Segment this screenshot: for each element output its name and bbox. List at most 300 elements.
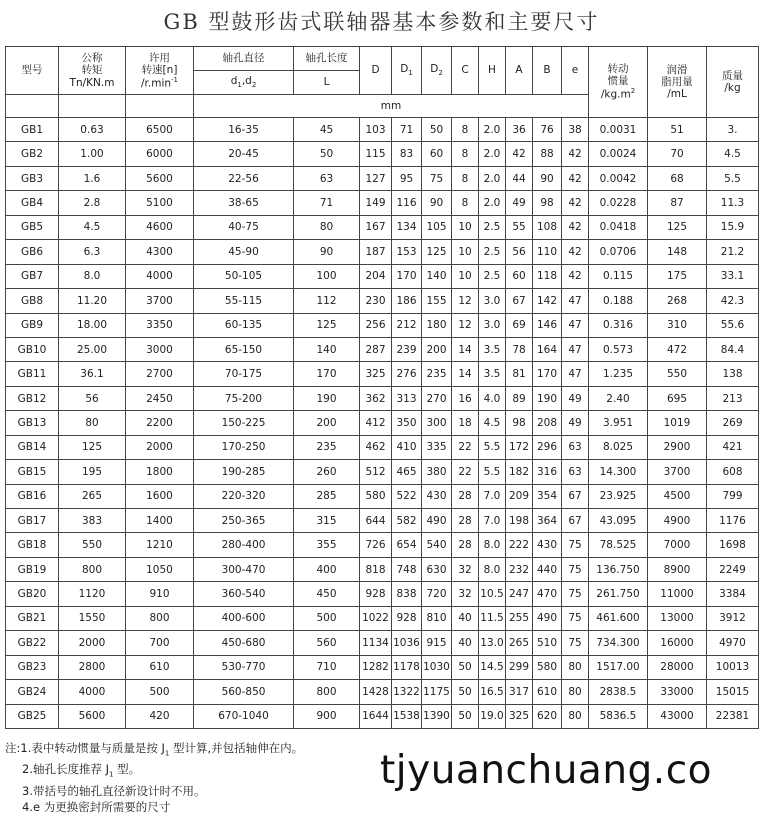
table-cell: 250-365 <box>194 509 294 533</box>
table-cell: 50 <box>452 655 479 679</box>
table-cell: 8.0 <box>59 264 126 288</box>
table-cell: 80 <box>562 704 589 728</box>
note-4: 4.e 为更换密封所需要的尺寸 <box>22 799 171 814</box>
table-cell: 47 <box>562 313 589 337</box>
table-cell: 42 <box>562 166 589 190</box>
table-cell: 1800 <box>126 460 194 484</box>
table-cell: GB7 <box>6 264 59 288</box>
table-cell: 47 <box>562 289 589 313</box>
table-cell: 3. <box>707 118 759 142</box>
table-cell: 125 <box>59 435 126 459</box>
table-cell: 1175 <box>422 680 452 704</box>
table-cell: 5.5 <box>479 435 506 459</box>
table-cell: 2.8 <box>59 191 126 215</box>
table-row <box>6 509 759 533</box>
table-cell: 928 <box>360 582 392 606</box>
table-cell: 103 <box>360 118 392 142</box>
table-cell: 60 <box>422 142 452 166</box>
table-cell: 310 <box>648 313 707 337</box>
table-cell: 450-680 <box>194 631 294 655</box>
table-cell: 299 <box>506 655 533 679</box>
table-cell: 1.6 <box>59 166 126 190</box>
table-cell: 204 <box>360 264 392 288</box>
table-cell: 28 <box>452 484 479 508</box>
table-row <box>6 460 759 484</box>
table-cell: 153 <box>392 240 422 264</box>
table-cell: 190 <box>533 386 562 410</box>
table-cell: 49 <box>562 411 589 435</box>
table-cell: 608 <box>707 460 759 484</box>
table-cell: 146 <box>533 313 562 337</box>
table-cell: 198 <box>506 509 533 533</box>
table-cell: 4600 <box>126 215 194 239</box>
table-cell: 2.40 <box>589 386 648 410</box>
table-cell: GB3 <box>6 166 59 190</box>
table-cell: 11.20 <box>59 289 126 313</box>
table-cell: 80 <box>562 655 589 679</box>
table-cell: 315 <box>294 509 360 533</box>
table-cell: 8.0 <box>479 533 506 557</box>
table-cell: 582 <box>392 509 422 533</box>
table-cell: 11.3 <box>707 191 759 215</box>
table-cell: GB15 <box>6 460 59 484</box>
table-cell: 13000 <box>648 606 707 630</box>
table-cell: 80 <box>294 215 360 239</box>
table-cell: GB2 <box>6 142 59 166</box>
table-cell: 200 <box>294 411 360 435</box>
header-bore-length-symbol: L <box>294 71 360 95</box>
table-cell: 136.750 <box>589 557 648 581</box>
table-cell: 355 <box>294 533 360 557</box>
table-cell: 800 <box>294 680 360 704</box>
table-cell: 4900 <box>648 509 707 533</box>
table-cell: 350 <box>392 411 422 435</box>
table-cell: GB11 <box>6 362 59 386</box>
table-cell: 610 <box>126 655 194 679</box>
header-speed: 许用 转速[n] $/r.\min^{-1}$ <box>126 47 194 95</box>
table-cell: 910 <box>126 582 194 606</box>
table-cell: 138 <box>707 362 759 386</box>
table-cell: 69 <box>506 313 533 337</box>
table-cell: 76 <box>533 118 562 142</box>
table-cell: 21.2 <box>707 240 759 264</box>
table-cell: 800 <box>126 606 194 630</box>
table-cell: GB14 <box>6 435 59 459</box>
table-row <box>6 337 759 361</box>
table-cell: 14.5 <box>479 655 506 679</box>
table-cell: 68 <box>648 166 707 190</box>
table-cell: 155 <box>422 289 452 313</box>
table-cell: 235 <box>294 435 360 459</box>
table-cell: GB24 <box>6 680 59 704</box>
table-cell: 67 <box>506 289 533 313</box>
table-cell: 33.1 <box>707 264 759 288</box>
header-blank <box>126 95 194 118</box>
table-row <box>6 411 759 435</box>
table-cell: 530-770 <box>194 655 294 679</box>
table-cell: 461.600 <box>589 606 648 630</box>
table-cell: 10 <box>452 215 479 239</box>
table-cell: 4.0 <box>479 386 506 410</box>
table-cell: 16.5 <box>479 680 506 704</box>
table-cell: 928 <box>392 606 422 630</box>
table-cell: 212 <box>392 313 422 337</box>
table-cell: 7.0 <box>479 509 506 533</box>
table-row <box>6 557 759 581</box>
table-cell: 38 <box>562 118 589 142</box>
table-cell: 100 <box>294 264 360 288</box>
table-cell: 239 <box>392 337 422 361</box>
table-cell: 78 <box>506 337 533 361</box>
table-cell: 88 <box>533 142 562 166</box>
table-cell: 2000 <box>126 435 194 459</box>
table-cell: 222 <box>506 533 533 557</box>
table-row <box>6 313 759 337</box>
table-cell: 164 <box>533 337 562 361</box>
table-cell: 700 <box>126 631 194 655</box>
table-cell: 1120 <box>59 582 126 606</box>
table-cell: 16000 <box>648 631 707 655</box>
table-row <box>6 240 759 264</box>
table-cell: 1400 <box>126 509 194 533</box>
table-cell: 362 <box>360 386 392 410</box>
table-cell: 3350 <box>126 313 194 337</box>
table-cell: 364 <box>533 509 562 533</box>
table-cell: 247 <box>506 582 533 606</box>
table-cell: 450 <box>294 582 360 606</box>
table-cell: 300-470 <box>194 557 294 581</box>
table-cell: 87 <box>648 191 707 215</box>
table-cell: 230 <box>360 289 392 313</box>
table-cell: GB23 <box>6 655 59 679</box>
header-D2: $D_2$ <box>422 47 452 95</box>
table-cell: 2000 <box>59 631 126 655</box>
table-cell: 3912 <box>707 606 759 630</box>
table-cell: 265 <box>506 631 533 655</box>
table-cell: 75 <box>562 557 589 581</box>
table-cell: 14 <box>452 362 479 386</box>
header-A: A <box>506 47 533 95</box>
table-cell: 410 <box>392 435 422 459</box>
header-C: C <box>452 47 479 95</box>
table-row <box>6 118 759 142</box>
table-cell: 63 <box>562 435 589 459</box>
table-cell: 127 <box>360 166 392 190</box>
table-cell: 50 <box>294 142 360 166</box>
table-cell: GB22 <box>6 631 59 655</box>
table-cell: 125 <box>294 313 360 337</box>
table-cell: 8900 <box>648 557 707 581</box>
table-cell: 580 <box>360 484 392 508</box>
table-cell: 43000 <box>648 704 707 728</box>
notes <box>5 740 303 815</box>
table-cell: 0.316 <box>589 313 648 337</box>
table-cell: 2.5 <box>479 264 506 288</box>
table-cell: 300 <box>422 411 452 435</box>
table-cell: 125 <box>422 240 452 264</box>
table-cell: 65-150 <box>194 337 294 361</box>
table-cell: 10 <box>452 264 479 288</box>
table-cell: 296 <box>533 435 562 459</box>
table-cell: 22381 <box>707 704 759 728</box>
table-cell: 67 <box>562 484 589 508</box>
table-cell: 0.0031 <box>589 118 648 142</box>
table-cell: 150-225 <box>194 411 294 435</box>
table-cell: 84.4 <box>707 337 759 361</box>
table-cell: 182 <box>506 460 533 484</box>
table-cell: 325 <box>360 362 392 386</box>
table-cell: 75 <box>422 166 452 190</box>
table-cell: 8.0 <box>479 557 506 581</box>
table-cell: 256 <box>360 313 392 337</box>
table-cell: 5836.5 <box>589 704 648 728</box>
table-cell: 7.0 <box>479 484 506 508</box>
table-cell: 40-75 <box>194 215 294 239</box>
table-cell: 2800 <box>59 655 126 679</box>
table-cell: 36.1 <box>59 362 126 386</box>
table-cell: 45-90 <box>194 240 294 264</box>
table-cell: 325 <box>506 704 533 728</box>
table-cell: 125 <box>648 215 707 239</box>
table-cell: 28 <box>452 509 479 533</box>
table-cell: GB19 <box>6 557 59 581</box>
header-D: D <box>360 47 392 95</box>
table-cell: 269 <box>707 411 759 435</box>
table-cell: 6.3 <box>59 240 126 264</box>
table-cell: 71 <box>294 191 360 215</box>
table-cell: 36 <box>506 118 533 142</box>
table-cell: 810 <box>422 606 452 630</box>
table-cell: 167 <box>360 215 392 239</box>
table-cell: 190 <box>294 386 360 410</box>
table-row <box>6 655 759 679</box>
table-cell: 44 <box>506 166 533 190</box>
table-cell: 610 <box>533 680 562 704</box>
table-cell: GB18 <box>6 533 59 557</box>
table-cell: 14.300 <box>589 460 648 484</box>
table-cell: 4.5 <box>479 411 506 435</box>
table-cell: 172 <box>506 435 533 459</box>
table-cell: 142 <box>533 289 562 313</box>
table-cell: 720 <box>422 582 452 606</box>
header-torque: 公称 转矩 Tn/KN.m <box>59 47 126 95</box>
table-cell: 8.025 <box>589 435 648 459</box>
table-cell: 56 <box>59 386 126 410</box>
table-cell: 800 <box>59 557 126 581</box>
table-cell: 42 <box>562 215 589 239</box>
table-cell: 383 <box>59 509 126 533</box>
table-cell: GB21 <box>6 606 59 630</box>
table-cell: 5100 <box>126 191 194 215</box>
table-cell: 23.925 <box>589 484 648 508</box>
page-title: GB 型鼓形齿式联轴器基本参数和主要尺寸 <box>163 10 600 34</box>
header-blank <box>59 95 126 118</box>
table-cell: 170 <box>294 362 360 386</box>
table-cell: 7000 <box>648 533 707 557</box>
table-cell: 47 <box>562 337 589 361</box>
table-cell: 25.00 <box>59 337 126 361</box>
table-cell: 0.115 <box>589 264 648 288</box>
table-cell: 5600 <box>59 704 126 728</box>
table-cell: 98 <box>506 411 533 435</box>
table-cell: 1428 <box>360 680 392 704</box>
header-grease: 润滑 脂用量 /mL <box>648 47 707 118</box>
table-cell: 470 <box>533 582 562 606</box>
table-cell: 540 <box>422 533 452 557</box>
header-mass: 质量 /kg <box>707 47 759 118</box>
table-cell: 75 <box>562 582 589 606</box>
table-cell: 1036 <box>392 631 422 655</box>
table-cell: 1030 <box>422 655 452 679</box>
header-bore-diameter: 轴孔直径 <box>194 47 294 71</box>
table-cell: 112 <box>294 289 360 313</box>
table-cell: 56 <box>506 240 533 264</box>
table-cell: GB1 <box>6 118 59 142</box>
table-cell: 580 <box>533 655 562 679</box>
table-cell: 42.3 <box>707 289 759 313</box>
table-cell: 2700 <box>126 362 194 386</box>
table-cell: 187 <box>360 240 392 264</box>
header-D1: $D_1$ <box>392 47 422 95</box>
table-cell: 1022 <box>360 606 392 630</box>
table-cell: 20-45 <box>194 142 294 166</box>
table-cell: GB16 <box>6 484 59 508</box>
table-cell: 465 <box>392 460 422 484</box>
table-cell: 78.525 <box>589 533 648 557</box>
table-cell: 140 <box>422 264 452 288</box>
table-cell: 170 <box>533 362 562 386</box>
table-cell: 38-65 <box>194 191 294 215</box>
table-cell: 420 <box>126 704 194 728</box>
table-cell: 55.6 <box>707 313 759 337</box>
table-cell: 95 <box>392 166 422 190</box>
table-cell: 81 <box>506 362 533 386</box>
table-cell: 421 <box>707 435 759 459</box>
table-cell: 42 <box>506 142 533 166</box>
table-cell: 270 <box>422 386 452 410</box>
table-cell: 10.5 <box>479 582 506 606</box>
table-cell: GB17 <box>6 509 59 533</box>
table-cell: 4970 <box>707 631 759 655</box>
table-cell: 42 <box>562 264 589 288</box>
note-2: 2.轴孔长度推荐 $J_1$ 型。 <box>22 762 141 779</box>
table-cell: 50 <box>452 704 479 728</box>
table-cell: 1698 <box>707 533 759 557</box>
table-cell: 1538 <box>392 704 422 728</box>
table-cell: 430 <box>422 484 452 508</box>
table-cell: 1322 <box>392 680 422 704</box>
table-cell: 11.5 <box>479 606 506 630</box>
table-cell: 83 <box>392 142 422 166</box>
table-cell: 16-35 <box>194 118 294 142</box>
table-cell: GB25 <box>6 704 59 728</box>
table-cell: 818 <box>360 557 392 581</box>
table-row <box>6 191 759 215</box>
table-row <box>6 680 759 704</box>
table-cell: 799 <box>707 484 759 508</box>
table-cell: 6000 <box>126 142 194 166</box>
table-cell: 5600 <box>126 166 194 190</box>
header-blank <box>6 95 59 118</box>
table-cell: 4500 <box>648 484 707 508</box>
table-cell: 280-400 <box>194 533 294 557</box>
table-cell: 75-200 <box>194 386 294 410</box>
table-cell: 18 <box>452 411 479 435</box>
table-cell: 8 <box>452 142 479 166</box>
table-row <box>6 435 759 459</box>
table-cell: 4.5 <box>707 142 759 166</box>
table-cell: 430 <box>533 533 562 557</box>
table-cell: 2.0 <box>479 142 506 166</box>
header-bore-diameter-symbol: $d_1,d_2$ <box>194 71 294 95</box>
table-cell: 255 <box>506 606 533 630</box>
table-cell: 90 <box>422 191 452 215</box>
table-cell: 654 <box>392 533 422 557</box>
table-cell: 0.188 <box>589 289 648 313</box>
table-cell: 49 <box>506 191 533 215</box>
table-row <box>6 264 759 288</box>
table-cell: 70 <box>648 142 707 166</box>
table-cell: 2450 <box>126 386 194 410</box>
table-cell: 900 <box>294 704 360 728</box>
table-cell: 3.5 <box>479 362 506 386</box>
table-cell: 43.095 <box>589 509 648 533</box>
table-cell: 75 <box>562 631 589 655</box>
table-cell: 42 <box>562 142 589 166</box>
table-cell: 412 <box>360 411 392 435</box>
table-cell: 1176 <box>707 509 759 533</box>
table-cell: 1550 <box>59 606 126 630</box>
table-cell: 116 <box>392 191 422 215</box>
table-cell: 644 <box>360 509 392 533</box>
table-cell: 550 <box>648 362 707 386</box>
table-cell: 186 <box>392 289 422 313</box>
table-cell: 1390 <box>422 704 452 728</box>
table-cell: 0.0418 <box>589 215 648 239</box>
table-cell: 14 <box>452 337 479 361</box>
table-cell: 630 <box>422 557 452 581</box>
table-cell: 748 <box>392 557 422 581</box>
table-cell: 3384 <box>707 582 759 606</box>
table-cell: 175 <box>648 264 707 288</box>
table-cell: 5.5 <box>479 460 506 484</box>
table-cell: 149 <box>360 191 392 215</box>
table-cell: 13.0 <box>479 631 506 655</box>
table-cell: 50 <box>422 118 452 142</box>
table-cell: GB5 <box>6 215 59 239</box>
table-cell: 1178 <box>392 655 422 679</box>
header-B: B <box>533 47 562 95</box>
table-cell: 55 <box>506 215 533 239</box>
table-cell: 22 <box>452 460 479 484</box>
table-cell: 200 <box>422 337 452 361</box>
table-cell: 2.5 <box>479 215 506 239</box>
table-cell: 90 <box>294 240 360 264</box>
table-cell: 63 <box>562 460 589 484</box>
table-cell: 32 <box>452 582 479 606</box>
table-cell: 208 <box>533 411 562 435</box>
table-cell: 462 <box>360 435 392 459</box>
table-row <box>6 704 759 728</box>
table-cell: 510 <box>533 631 562 655</box>
table-cell: 12 <box>452 313 479 337</box>
table-cell: 1644 <box>360 704 392 728</box>
header-unit-mm: mm <box>194 95 589 118</box>
table-cell: 354 <box>533 484 562 508</box>
table-cell: 260 <box>294 460 360 484</box>
header-H: H <box>479 47 506 95</box>
table-cell: 1.00 <box>59 142 126 166</box>
